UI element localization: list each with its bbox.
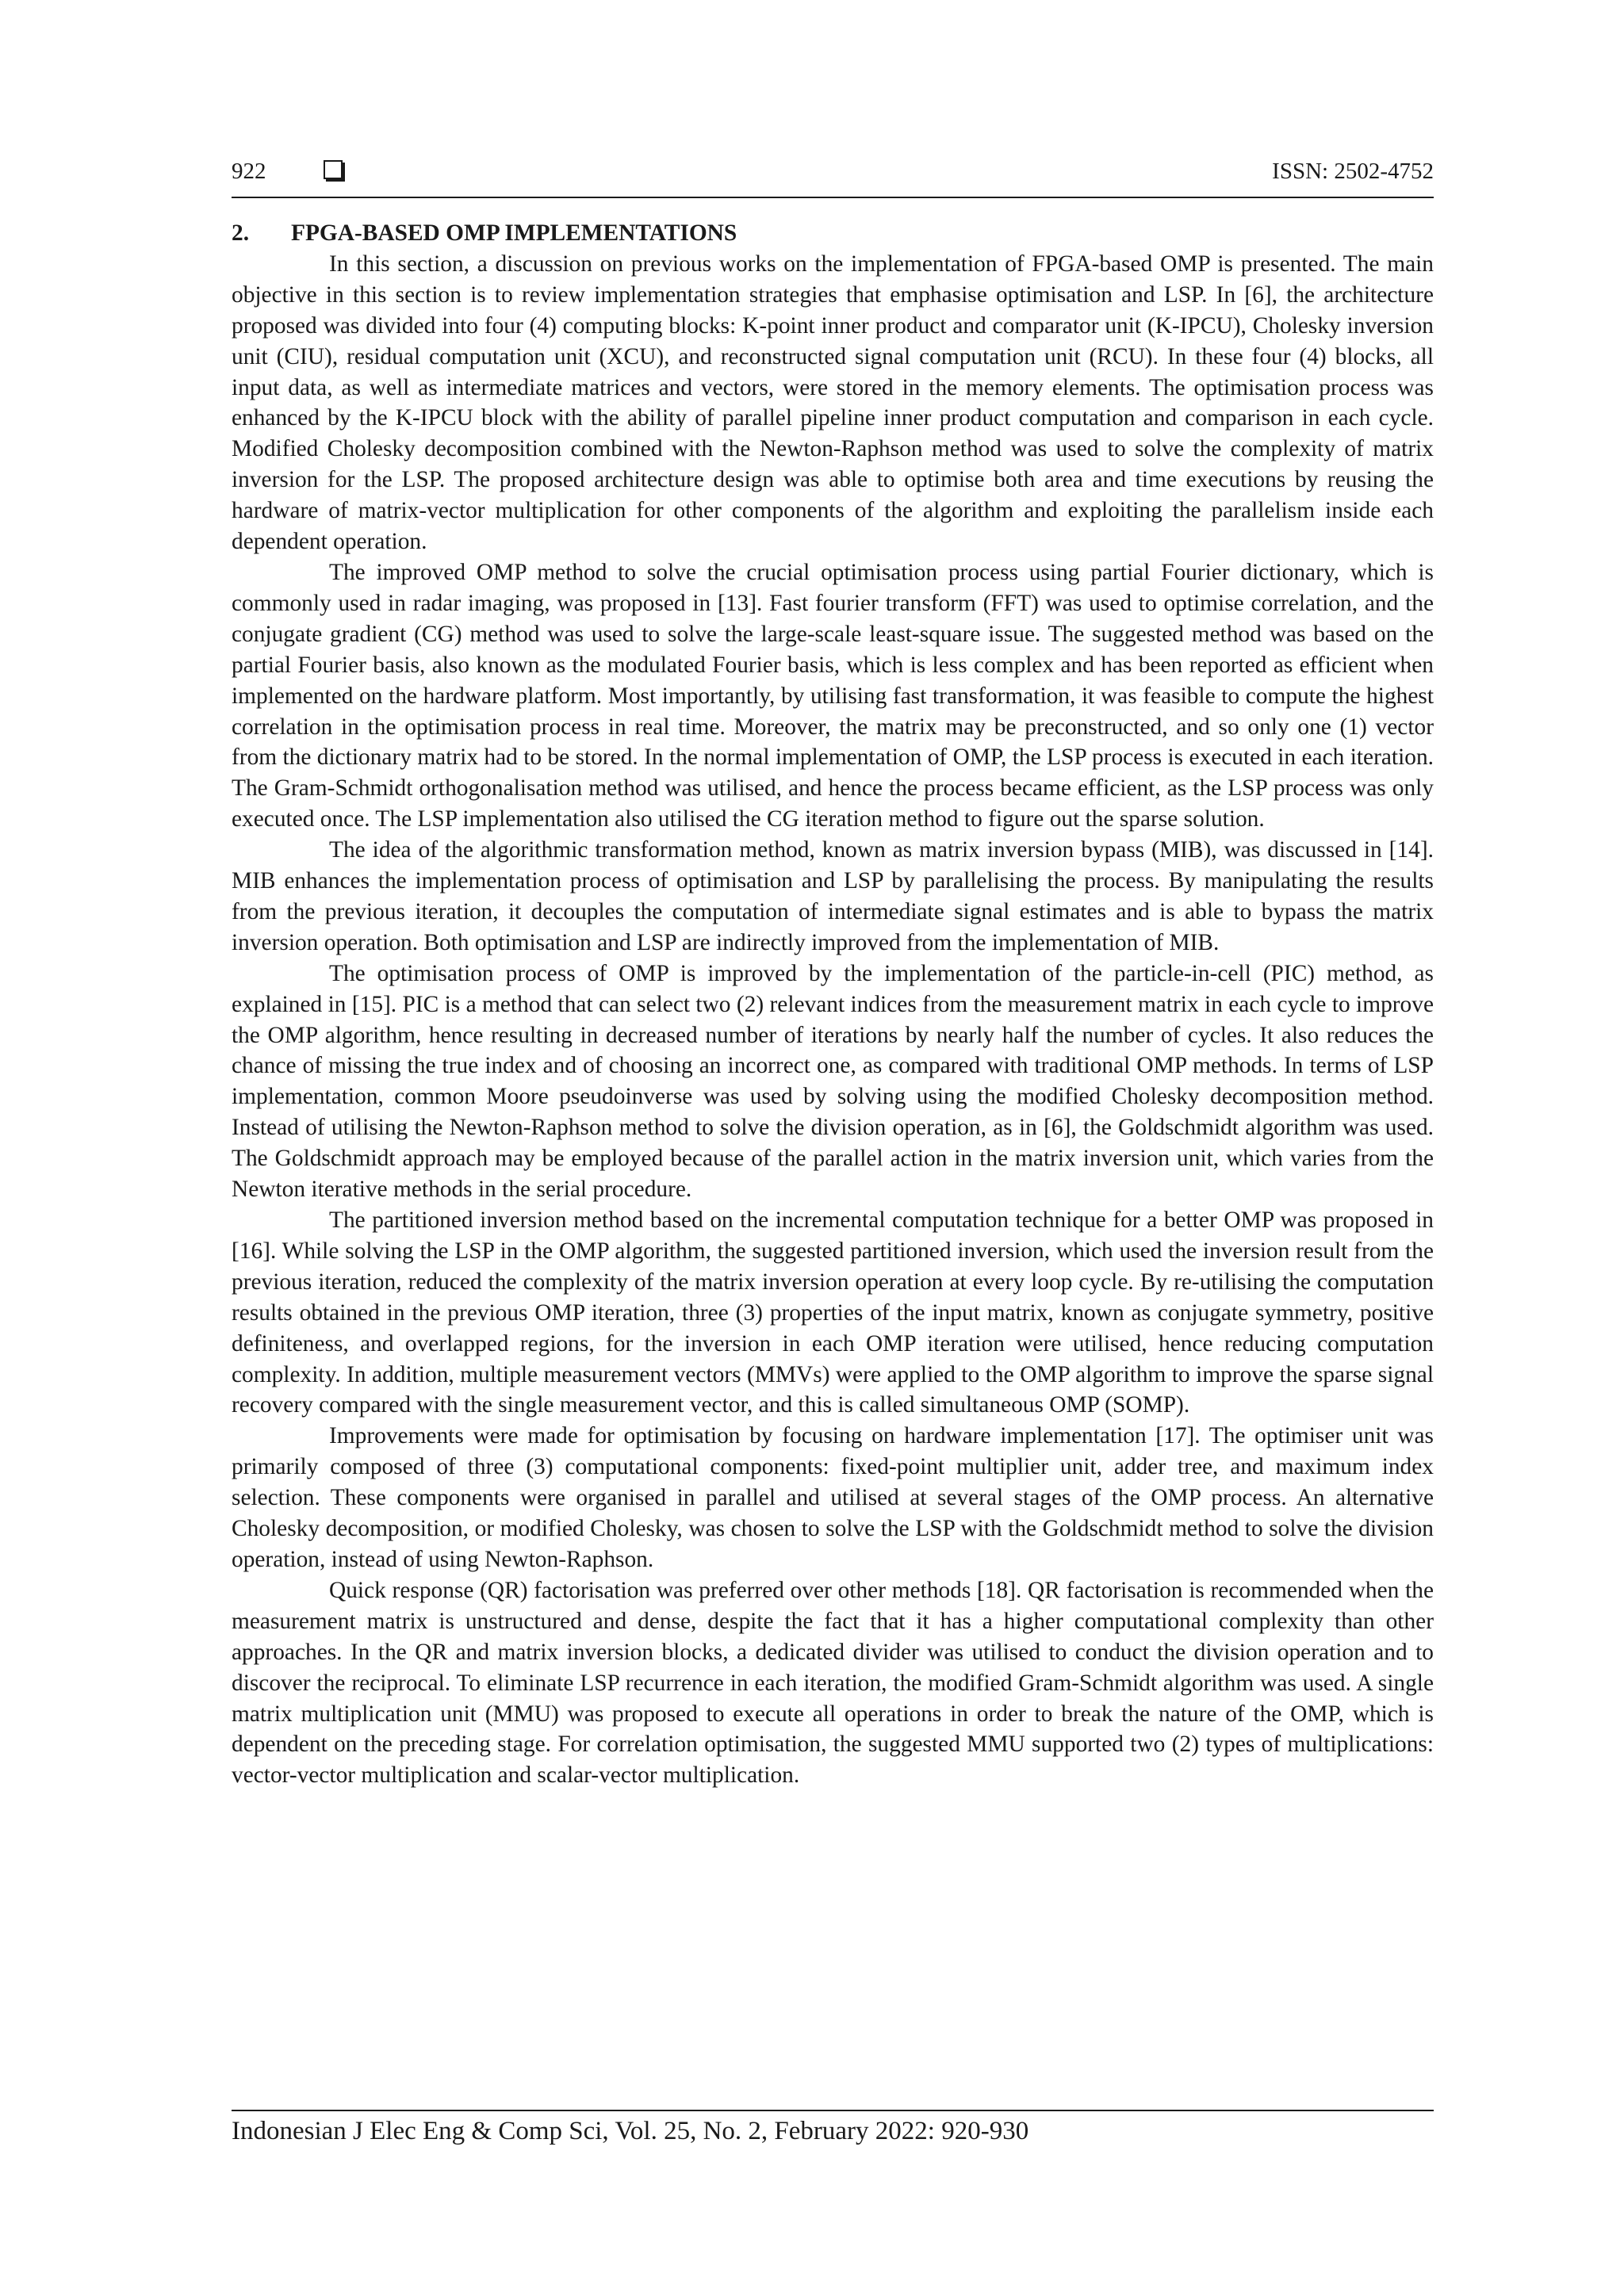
section-heading [232, 218, 1434, 249]
paragraph-7: Quick response (QR) factorisation was preferred over other methods [18]. QR factorisation is recommended when the measurement matrix is unstructured and dense, despite the fact that it has a higher computational complexity than other approaches. In the QR and matrix inversion blocks, a dedicated divider was utilised to conduct the division operation and to discover the reciprocal. To eliminate LSP recurrence in each iteration, the modified Gram-Schmidt algorithm was used. A single matrix multiplication unit (MMU) was proposed to execute all operations in order to break the nature of the OMP, which is dependent on the preceding stage. For correlation optimisation, the suggested MMU supported two (2) types of multiplications: vector-vector multiplication and scalar-vector multiplication. [232, 1577, 1434, 1789]
paragraph-1: In this section, a discussion on previous works on the implementation of FPGA-based OMP is presented. The main objective in this section is to review implementation strategies that emphasise optimisation and LSP. In [6], the architecture proposed was divided into four (4) computing blocks: K-point inner product and comparator unit (K-IPCU), Cholesky inversion unit (CIU), residual computation unit (XCU), and reconstructed signal computation unit (RCU). In these four (4) blocks, all input data, as well as intermediate matrices and vectors, were stored in the memory elements. The optimisation process was enhanced by the K-IPCU block with the ability of parallel pipeline inner product computation and comparison in each cycle. Modified Cholesky decomposition combined with the Newton-Raphson method was used to solve the complexity of matrix inversion for the LSP. The proposed architecture design was able to optimise both area and time executions by reusing the hardware of matrix-vector multiplication for other components of the algorithm and exploiting the parallelism inside each dependent operation. [232, 251, 1434, 555]
footer-divider [232, 2110, 1434, 2111]
paragraph-5: The partitioned inversion method based on the incremental computation technique for a better OMP was proposed in [16]. While solving the LSP in the OMP algorithm, the suggested partitioned inversion, which used the inversion result from the previous iteration, reduced the complexity of the matrix inversion operation at every loop cycle. By re-utilising the computation results obtained in the previous OMP iteration, three (3) properties of the input matrix, known as conjugate symmetry, positive definiteness, and overlapped regions, for the inversion in each OMP iteration were utilised, hence reducing computation complexity. In addition, multiple measurement vectors (MMVs) were applied to the OMP algorithm to improve the sparse signal recovery compared with the single measurement vector, and this is called simultaneous OMP (SOMP). [232, 1207, 1434, 1418]
issn-label: ISSN: 2502-4752 [1272, 159, 1434, 184]
section-number: 2. [232, 220, 250, 246]
header-divider [232, 197, 1434, 198]
section-title: FPGA-BASED OMP IMPLEMENTATIONS [291, 220, 737, 246]
footer-citation: Indonesian J Elec Eng & Comp Sci, Vol. 25, No. 2, February 2022: 920-930 [232, 2117, 1029, 2145]
square-bullet-icon [324, 160, 343, 179]
paragraph-3: The idea of the algorithmic transformation method, known as matrix inversion bypass (MIB), was discussed in [14]. MIB enhances the implementation process of optimisation and LSP by parallelising the process. By manipulating the results from the previous iteration, it decouples the computation of intermediate signal estimates and is able to bypass the matrix inversion operation. Both optimisation and LSP are indirectly improved from the implementation of MIB. [232, 837, 1434, 955]
page-header [232, 155, 1434, 187]
main-content [232, 218, 1434, 1791]
page-number: 922 [232, 159, 266, 184]
paragraph-4: The optimisation process of OMP is improved by the implementation of the particle-in-cell (PIC) method, as explained in [15]. PIC is a method that can select two (2) relevant indices from the measurement matrix in each cycle to improve the OMP algorithm, hence resulting in decreased number of iterations by nearly half the number of cycles. It also reduces the chance of missing the true index and of choosing an incorrect one, as compared with traditional OMP methods. In terms of LSP implementation, common Moore pseudoinverse was used by solving using the modified Cholesky decomposition method. Instead of utilising the Newton-Raphson method to solve the division operation, as in [6], the Goldschmidt algorithm was used. The Goldschmidt approach may be employed because of the parallel action in the matrix inversion unit, which varies from the Newton iterative methods in the serial procedure. [232, 960, 1434, 1203]
paragraph-6: Improvements were made for optimisation by focusing on hardware implementation [17]. The optimiser unit was primarily composed of three (3) computational components: fixed-point multiplier unit, adder tree, and maximum index selection. These components were organised in parallel and utilised at several stages of the OMP process. An alternative Cholesky decomposition, or modified Cholesky, was chosen to solve the LSP with the Goldschmidt method to solve the division operation, instead of using Newton-Raphson. [232, 1423, 1434, 1572]
paragraph-2: The improved OMP method to solve the crucial optimisation process using partial Fourier dictionary, which is commonly used in radar imaging, was proposed in [13]. Fast fourier transform (FFT) was used to optimise correlation, and the conjugate gradient (CG) method was used to solve the large-scale least-square issue. The suggested method was based on the partial Fourier basis, also known as the modulated Fourier basis, which is less complex and has been reported as efficient when implemented on the hardware platform. Most importantly, by utilising fast transformation, it was feasible to compute the highest correlation in the optimisation process in real time. Moreover, the matrix may be preconstructed, and so only one (1) vector from the dictionary matrix had to be stored. In the normal implementation of OMP, the LSP process is executed in each iteration. The Gram-Schmidt orthogonalisation method was utilised, and hence the process became efficient, as the LSP process was only executed once. The LSP implementation also utilised the CG iteration method to figure out the sparse solution. [232, 559, 1434, 832]
